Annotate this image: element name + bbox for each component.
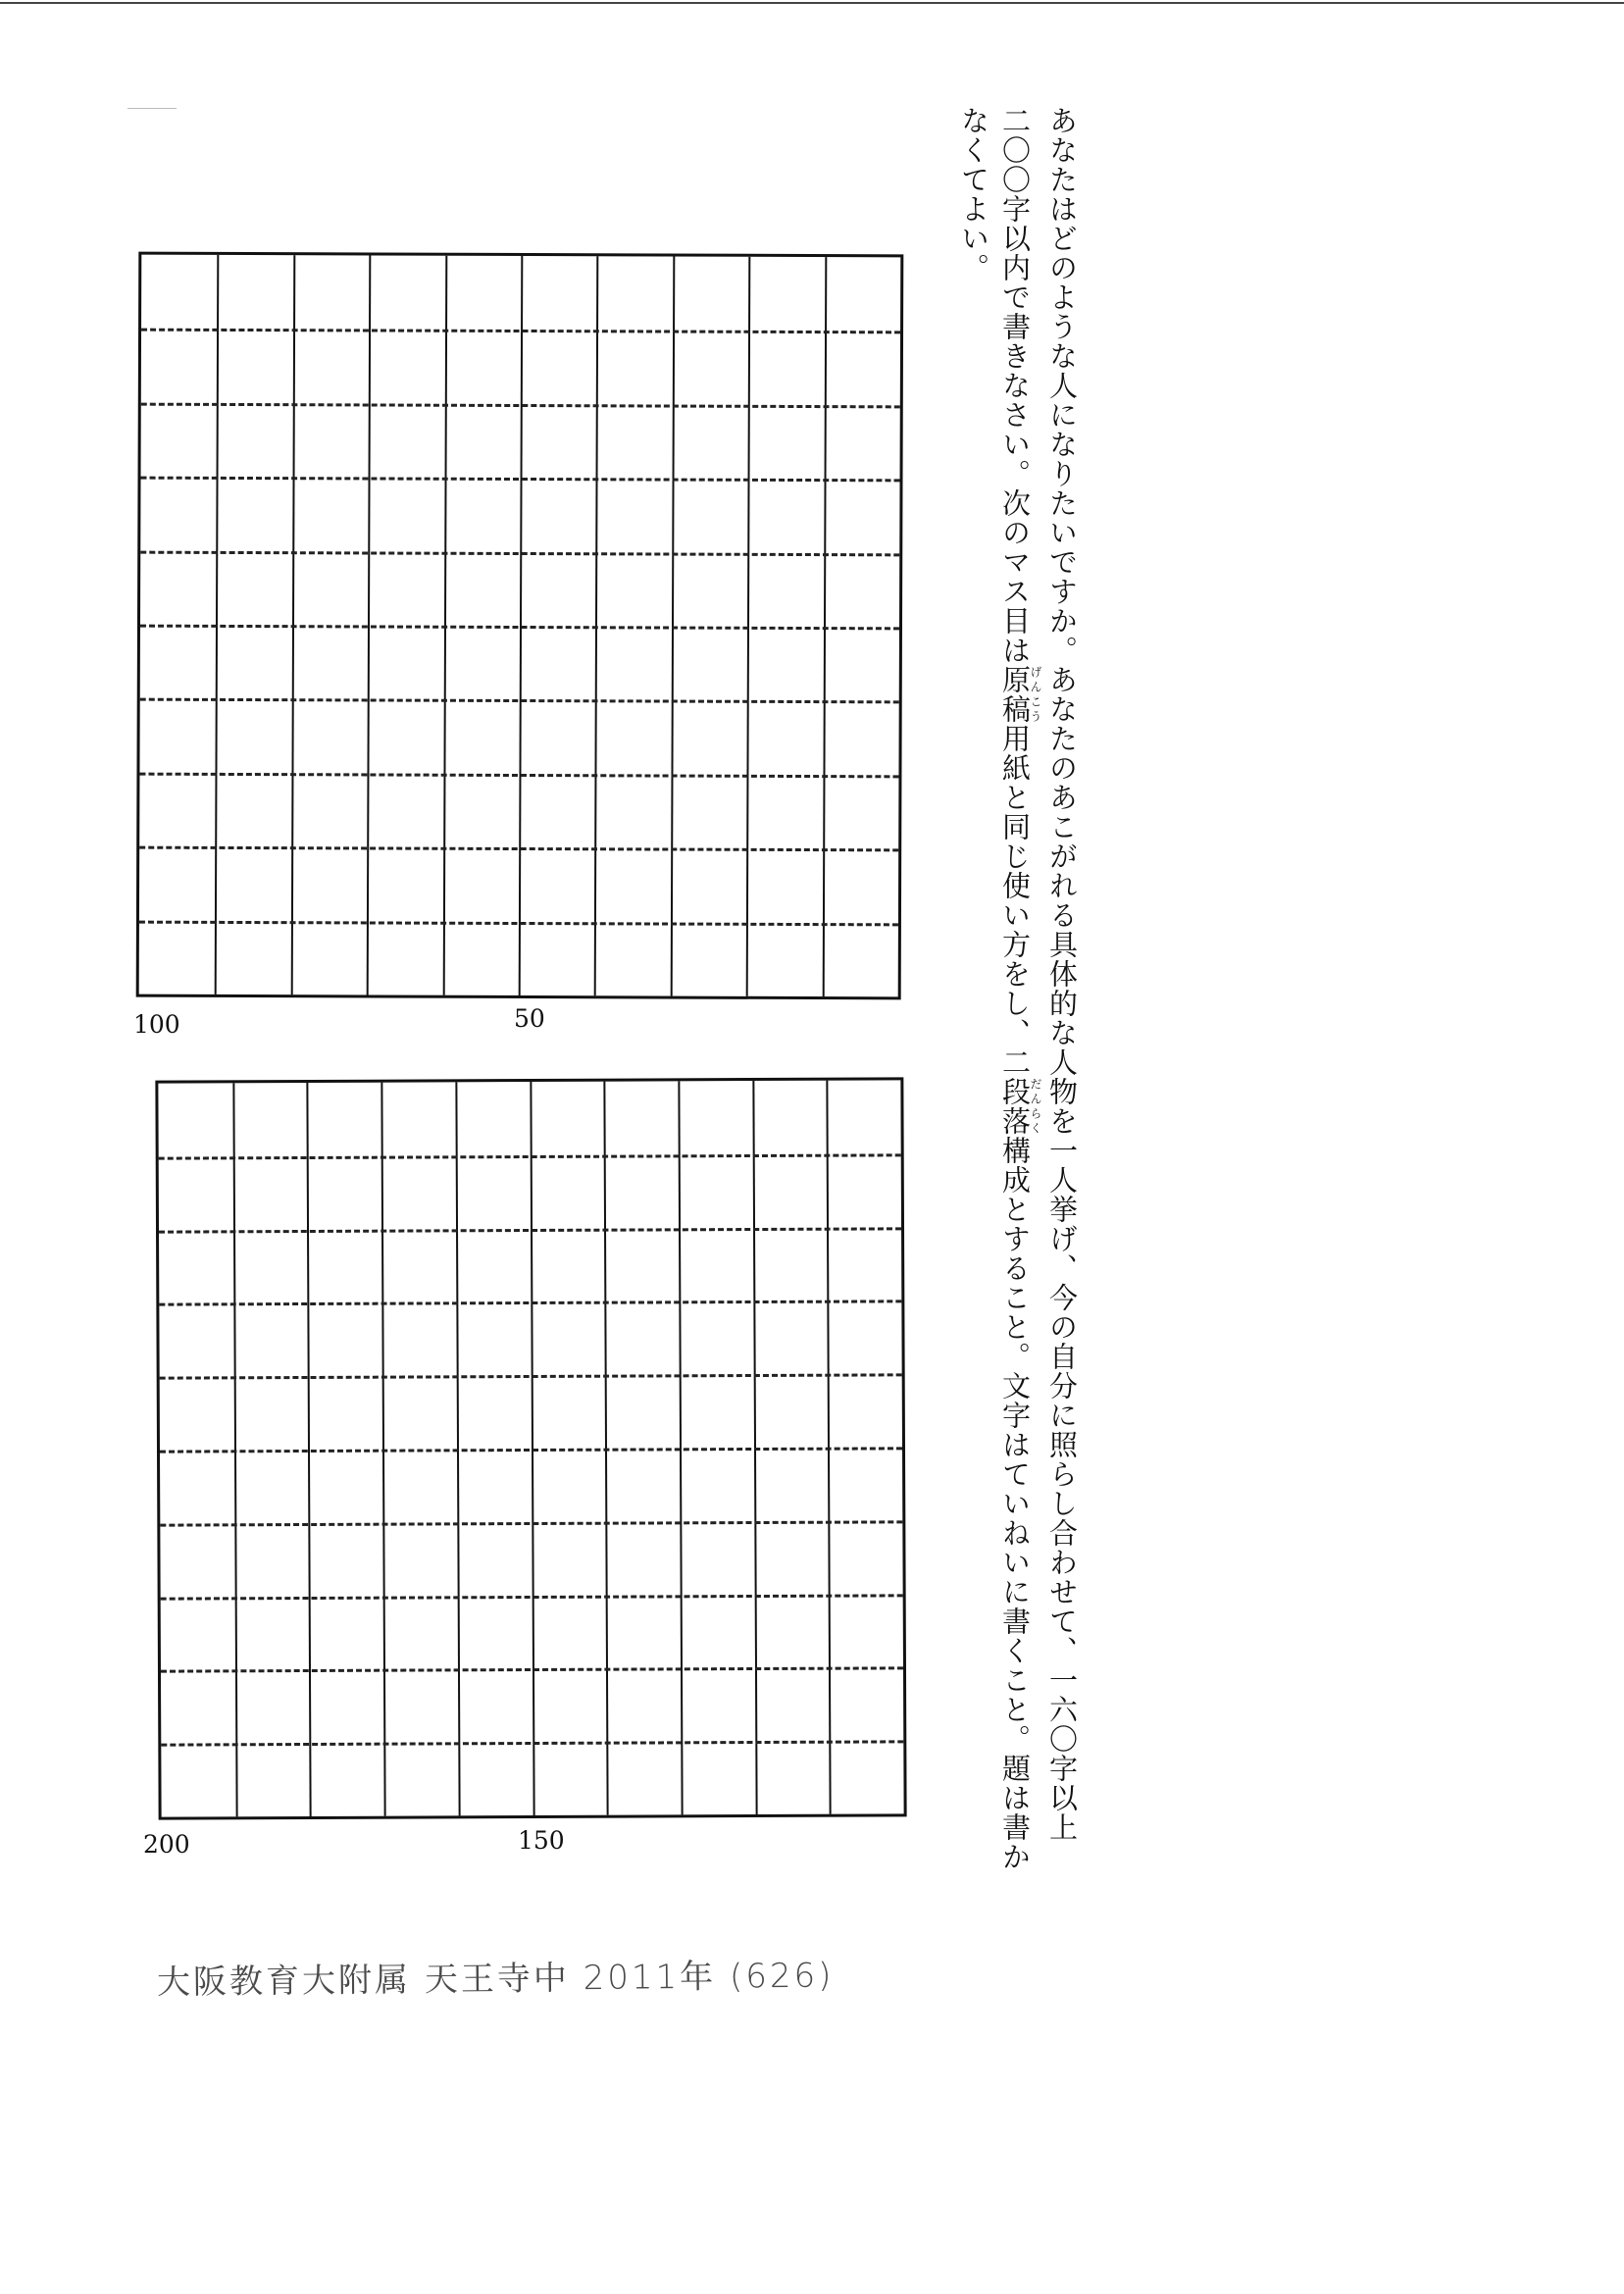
grid-label-100: 100 (133, 1010, 180, 1039)
ruby-genko: 原稿げんこう (998, 665, 1042, 724)
grid-label-150: 150 (518, 1826, 565, 1855)
scan-top-edge (0, 2, 1624, 4)
handwritten-source-note: 大阪教育大附属 天王寺中 2011年 (626) (156, 1956, 835, 2003)
question-line-1: あなたはどのような人になりたいですか。あなたのあこがれる具体的な人物を一人挙げ、今の自分に照らし合わせて、一六〇字以上 (1045, 106, 1079, 1842)
grid-label-50: 50 (514, 1004, 545, 1033)
question-line-2: 二〇〇字以内で書きなさい。次のマス目は原稿げんこう用紙と同じ使い方をし、二段落だんらく構成とすること。文字はていねいに書くこと。題は書か (998, 106, 1042, 1871)
answer-grid-lower[interactable] (155, 1077, 906, 1819)
answer-grid-upper[interactable] (136, 252, 904, 1000)
question-text (953, 106, 1083, 1891)
question-line-3: なくてよい。 (957, 106, 990, 282)
scan-smudge (127, 108, 177, 109)
grid-label-200: 200 (143, 1830, 190, 1859)
ruby-danraku: 段落だんらく (998, 1077, 1042, 1136)
